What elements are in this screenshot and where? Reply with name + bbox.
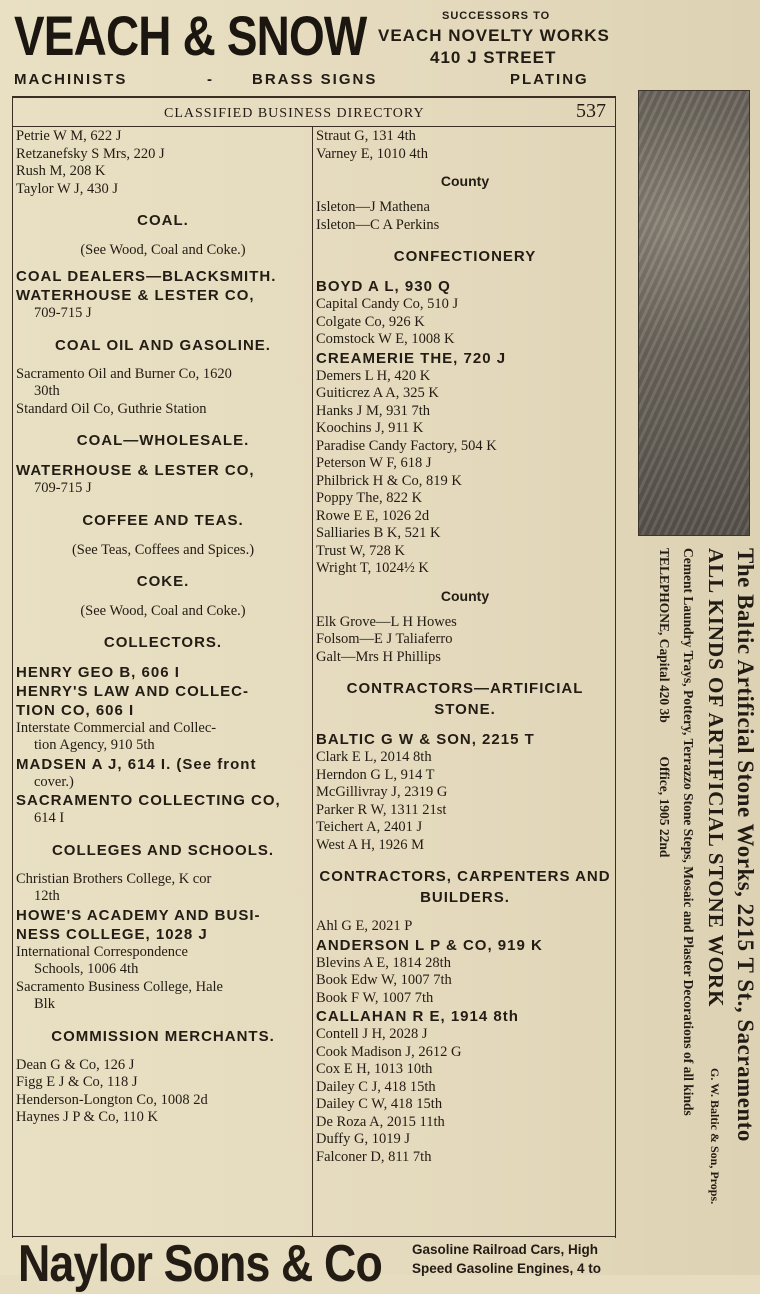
listing-entry: Duffy G, 1019 J	[316, 1131, 410, 1147]
listing-entry: Retzanefsky S Mrs, 220 J	[16, 145, 165, 162]
service-separator: -	[207, 71, 214, 88]
right-listing-column	[316, 128, 614, 1166]
naylor-line-1: Gasoline Railroad Cars, High	[412, 1242, 599, 1257]
featured-listing: WATERHOUSE & LESTER CO,	[16, 462, 255, 479]
listing-entry: Demers L H, 420 K	[316, 367, 431, 384]
featured-listing: NESS COLLEGE, 1028 J	[16, 925, 208, 943]
service-brass-signs: BRASS SIGNS	[252, 71, 378, 88]
featured-listing: WATERHOUSE & LESTER CO,	[16, 287, 255, 304]
naylor-line-2: Speed Gasoline Engines, 4 to	[412, 1261, 602, 1276]
side-ad-contact: TELEPHONE, Capital 420 3b Office, 1905 22nd	[657, 548, 672, 858]
baltic-stone-advertisement	[640, 548, 758, 1248]
listing-continuation: 12th	[34, 888, 60, 904]
category-heading: COAL OIL AND GASOLINE.	[55, 336, 271, 354]
category-heading: COKE.	[136, 572, 190, 590]
featured-listing: CALLAHAN R E, 1914 8th	[316, 1008, 519, 1025]
listing-entry: Ahl G E, 2021 P	[316, 918, 413, 934]
listing-entry: Dailey C W, 418 15th	[316, 1096, 443, 1112]
see-reference: (See Wood, Coal and Coke.)	[80, 242, 246, 258]
listing-entry: Sacramento Business College, Hale	[16, 978, 223, 995]
listing-entry: Falconer D, 811 7th	[316, 1148, 432, 1165]
listing-entry: Poppy The, 822 K	[316, 490, 423, 506]
service-plating: PLATING	[510, 71, 589, 88]
directory-title: CLASSIFIED BUSINESS DIRECTORY	[164, 106, 425, 121]
listing-entry: Hanks J M, 931 7th	[316, 402, 430, 419]
category-heading: COLLECTORS.	[103, 633, 223, 651]
listing-entry: Henderson-Longton Co, 1008 2d	[16, 1091, 208, 1108]
listing-entry: Isleton—C A Perkins	[316, 216, 440, 233]
side-ad-headline: The Baltic Artificial Stone Works, 2215 T St., Sacramento	[733, 548, 758, 1142]
listing-continuation: Blk	[34, 996, 55, 1012]
listing-entry: Rush M, 208 K	[16, 163, 106, 179]
ad-address: 410 J STREET	[430, 48, 557, 67]
see-reference: (See Teas, Coffees and Spices.)	[71, 541, 255, 558]
listing-entry: Christian Brothers College, K cor	[16, 870, 212, 887]
listing-entry: Haynes J P & Co, 110 K	[16, 1109, 158, 1125]
listing-entry: West A H, 1926 M	[316, 836, 424, 853]
listing-entry: Parker R W, 1311 21st	[316, 801, 447, 818]
listing-continuation: cover.)	[34, 773, 74, 790]
listing-entry: Book F W, 1007 7th	[316, 989, 434, 1006]
listing-entry: Cook Madison J, 2612 G	[316, 1043, 462, 1060]
featured-listing: HOWE'S ACADEMY AND BUSI-	[16, 906, 261, 924]
veach-snow-advertisement	[0, 0, 760, 98]
listing-entry: Standard Oil Co, Guthrie Station	[16, 400, 207, 417]
listing-entry: De Roza A, 2015 11th	[316, 1113, 445, 1130]
listing-entry: Rowe E E, 1026 2d	[316, 507, 430, 524]
listing-entry: Philbrick H & Co, 819 K	[316, 472, 462, 489]
service-machinists: MACHINISTS	[14, 71, 128, 88]
listing-entry: Straut G, 131 4th	[316, 128, 416, 144]
category-heading: COMMISSION MERCHANTS.	[51, 1027, 275, 1045]
see-reference: (See Wood, Coal and Coke.)	[80, 602, 246, 619]
category-heading: CONTRACTORS, CARPENTERS AND BUILDERS.	[319, 868, 611, 906]
listing-entry: Koochins J, 911 K	[316, 420, 424, 436]
listing-continuation: 30th	[34, 383, 60, 399]
listing-entry: Salliaries B K, 521 K	[316, 525, 441, 541]
listing-entry: Petrie W M, 622 J	[16, 128, 122, 144]
listing-entry: Folsom—E J Taliaferro	[316, 631, 453, 647]
listing-entry: Capital Candy Co, 510 J	[316, 296, 459, 312]
listing-continuation: Schools, 1006 4th	[34, 961, 139, 977]
category-heading: COAL—WHOLESALE.	[76, 432, 250, 449]
listing-entry: Clark E L, 2014 8th	[316, 749, 432, 765]
featured-listing: CREAMERIE THE, 720 J	[316, 349, 507, 367]
featured-listing: SACRAMENTO COLLECTING CO,	[16, 792, 281, 809]
left-listing-column	[16, 128, 310, 1127]
services-row	[14, 71, 619, 91]
divider-header	[12, 126, 616, 127]
listing-entry: Cox E H, 1013 10th	[316, 1061, 433, 1077]
county-subheading: County	[440, 587, 490, 604]
listing-entry: International Correspondence	[16, 943, 188, 960]
stone-texture-image	[638, 90, 750, 536]
listing-entry: Peterson W F, 618 J	[316, 455, 432, 471]
listing-entry: Blevins A E, 1814 28th	[316, 954, 451, 971]
listing-entry: Interstate Commercial and Collec-	[16, 719, 217, 736]
listing-entry: Wright T, 1024½ K	[316, 560, 429, 576]
naylor-sons-advertisement	[0, 1234, 760, 1293]
listing-entry: Trust W, 728 K	[316, 542, 405, 559]
brand-name: VEACH & SNOW	[14, 4, 367, 67]
category-heading: CONFECTIONERY	[393, 248, 537, 265]
listing-entry: Dean G & Co, 126 J	[16, 1056, 135, 1073]
listing-continuation: 709-715 J	[34, 305, 92, 321]
naylor-brand: Naylor Sons & Co	[18, 1235, 382, 1293]
listing-entry: Varney E, 1010 4th	[316, 145, 428, 162]
listing-entry: Contell J H, 2028 J	[316, 1026, 428, 1042]
listing-entry: Colgate Co, 926 K	[316, 313, 425, 330]
column-rule	[312, 127, 313, 1237]
featured-listing: TION CO, 606 I	[16, 701, 135, 719]
featured-listing: MADSEN A J, 614 I. (See front	[16, 755, 257, 773]
featured-listing: ANDERSON L P & CO, 919 K	[316, 936, 543, 954]
side-ad-proprietors: G. W. Baltic & Son, Props.	[708, 1068, 722, 1205]
category-heading: COFFEE AND TEAS.	[82, 511, 244, 529]
listing-continuation: 709-715 J	[34, 480, 92, 496]
listing-entry: Comstock W E, 1008 K	[316, 331, 455, 347]
listing-entry: Isleton—J Mathena	[316, 199, 430, 215]
right-rule	[615, 98, 616, 1238]
listing-entry: Galt—Mrs H Phillips	[316, 648, 441, 665]
listing-entry: Taylor W J, 430 J	[16, 180, 118, 197]
featured-listing: HENRY GEO B, 606 I	[16, 663, 180, 681]
listing-entry: Book Edw W, 1007 7th	[316, 972, 452, 988]
listing-entry: Sacramento Oil and Burner Co, 1620	[16, 365, 232, 382]
county-subheading: County	[440, 173, 490, 189]
category-heading: CONTRACTORS—ARTIFICIAL STONE.	[346, 680, 584, 718]
side-ad-products: Cement Laundry Trays, Pottery, Terrazzo Stone Steps, Mosaic and Plaster Decorations of all kinds	[681, 548, 696, 1116]
page-number: 537	[576, 100, 606, 122]
divider-top	[12, 96, 616, 98]
featured-listing: COAL DEALERS—BLACKSMITH.	[16, 268, 277, 285]
side-ad-subhead: ALL KINDS OF ARTIFICIAL STONE WORK	[704, 548, 728, 1008]
listing-entry: McGillivray J, 2319 G	[316, 784, 448, 800]
category-heading: COAL.	[137, 212, 189, 229]
successor-name: VEACH NOVELTY WORKS	[378, 26, 610, 45]
listing-entry: Dailey C J, 418 15th	[316, 1078, 436, 1095]
category-heading: COLLEGES AND SCHOOLS.	[51, 841, 275, 859]
listing-entry: Herndon G L, 914 T	[316, 766, 435, 783]
listing-entry: Paradise Candy Factory, 504 K	[316, 437, 497, 454]
listing-entry: Guiticrez A A, 325 K	[316, 385, 439, 401]
featured-listing: BALTIC G W & SON, 2215 T	[316, 731, 535, 748]
listing-continuation: 614 I	[34, 810, 65, 826]
featured-listing: BOYD A L, 930 Q	[316, 278, 451, 295]
listing-continuation: tion Agency, 910 5th	[34, 737, 155, 753]
listing-entry: Figg E J & Co, 118 J	[16, 1074, 138, 1090]
successors-label: SUCCESSORS TO	[442, 10, 551, 22]
left-rule	[12, 98, 13, 1238]
listing-entry: Elk Grove—L H Howes	[316, 613, 457, 630]
featured-listing: HENRY'S LAW AND COLLEC-	[16, 682, 249, 700]
listing-entry: Teichert A, 2401 J	[316, 819, 423, 835]
